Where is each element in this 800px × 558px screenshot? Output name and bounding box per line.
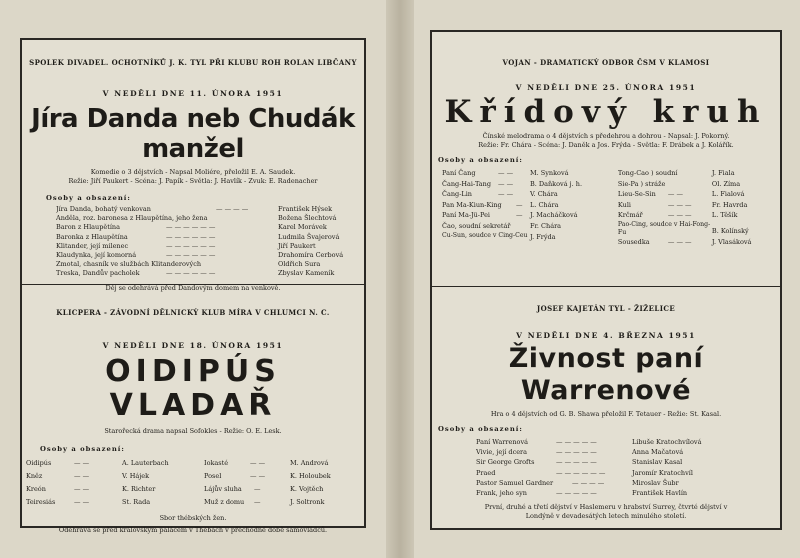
cast-list — [476, 437, 766, 498]
role: Sousedka — [617, 237, 650, 246]
play-oidipus — [22, 283, 364, 534]
actor: Jaromír Kratochvíl — [632, 468, 693, 477]
actor: Ludmila Švajerová — [278, 232, 340, 241]
role: Jíra Danda, bohatý venkovan — [56, 205, 151, 213]
role: Kuli — [617, 200, 631, 209]
cast-row: Baron z Hlaupětína — — — — — — Karel Morávek — [56, 223, 327, 232]
actor: K. Holoubek — [290, 472, 331, 480]
role: Čang-Lin — [442, 190, 472, 199]
role: Klitander, její milenec — [56, 241, 129, 250]
theatre-header: SPOLEK DIVADEL. OCHOTNÍKŮ J. K. TYL PŘI KLUBU ROH ROLAN LIBČANY — [29, 58, 357, 67]
role: Lájův sluha — [204, 485, 242, 493]
cast-row: Frank, jeho syn — — — — — František Havlín — [476, 489, 688, 498]
play-zivnost — [432, 288, 780, 528]
cast-row: Lájův sluha — K. Vojtěch — [204, 483, 364, 496]
cast-heading: Osoby a obsazení: — [46, 194, 131, 202]
role: Sir George Grofts — [476, 458, 535, 467]
actor: St. Rada — [122, 498, 151, 506]
cast-row: Paní Warrenová — — — — — Libuše Kratochvílová — [476, 438, 702, 446]
play-title: Křídový kruh — [444, 94, 768, 130]
role: Zmotal, chasník ve službách Klitanderových — [56, 260, 202, 269]
cast-row: Kreón — — K. Richter — [26, 483, 204, 496]
cast-row: Oidipús — — A. Lauterbach — [26, 457, 204, 470]
play-credits: Režie: Fr. Chára - Scéna: J. Daněk a Jos. Frýda - Světla: F. Drábek a J. Kolářík. — [478, 141, 734, 149]
section-divider — [432, 286, 780, 287]
role: Posel — [204, 472, 222, 480]
actor: K. Richter — [122, 485, 156, 493]
actor: J. Macháčková — [530, 211, 578, 220]
role: Pan Ma-Kiun-King — [442, 200, 502, 209]
cast-row — [618, 168, 780, 179]
cast-row: Muž z domu — J. Soltronk — [204, 496, 364, 509]
theatre-header: VOJAN - DRAMATICKÝ ODBOR ČSM V KLAMOSI — [502, 58, 710, 67]
cast-list — [56, 205, 346, 279]
actor: V. Hájek — [122, 472, 150, 480]
cast-row — [618, 221, 780, 237]
cast-row: Krčmář — — — L. Těšík — [617, 211, 738, 220]
actor: B. Kolínský — [711, 227, 749, 236]
cast-row: Sir George Grofts — — — — — Stanislav Kasal — [476, 458, 683, 467]
cast-row — [618, 179, 780, 190]
role: Čao, soudní sekretář — [442, 221, 511, 230]
cast-column-right — [204, 457, 364, 509]
role: Paní Čang — [442, 169, 476, 177]
role: Sie-Pa ) stráže — [617, 179, 666, 188]
actor: A. Lauterbach — [122, 459, 169, 467]
role: Frank, jeho syn — [476, 489, 527, 498]
cast-heading: Osoby a obsazení: — [438, 156, 523, 164]
cast-row — [56, 214, 346, 223]
cast-row: Teiresiás — — St. Rada — [26, 496, 204, 509]
actor: Ol. Zíma — [711, 179, 741, 188]
cast-heading: Osoby a obsazení: — [438, 425, 523, 433]
actor: Božena Šlechtová — [278, 214, 337, 223]
chorus-note: Sbor thébských žen. — [159, 514, 227, 522]
cast-row: Praed — — — — — — Jaromír Kratochvíl — [476, 468, 693, 477]
cast-heading: Osoby a obsazení: — [40, 445, 125, 453]
actor: Miroslav Šubr — [632, 478, 679, 487]
role: Paní Warrenová — [476, 438, 528, 446]
play-credits: Režie: Jiří Paukert - Scéna: J. Papík - Světla: J. Havlík - Zvuk: E. Radenacher — [68, 177, 318, 185]
setting-note: Děj se odehrává před Dandovým domem na venkově. — [105, 283, 281, 292]
cast-row: Čang-Hai-Tang — — B. Daňková j. h. — [442, 179, 583, 188]
actor: Drahomíra Cerbová — [278, 251, 344, 260]
actor: J. Soltronk — [290, 498, 325, 506]
cast-row: Vivie, její dcera — — — — — Anna Mačatová — [476, 448, 684, 457]
role: Iokasté — [204, 459, 229, 467]
setting-note: Odehrává se před královským palácem v Thébách v přechodné době samovládců. — [58, 526, 328, 534]
cast-list — [26, 457, 364, 509]
left-page-frame — [20, 38, 366, 534]
actor: Zbyslav Kameník — [278, 269, 335, 278]
cast-row: Čang-Lin — — V. Chára — [442, 190, 558, 199]
performance-date: V NEDĚLI DNE 25. ÚNORA 1951 — [515, 83, 697, 92]
role: Kněz — [26, 472, 43, 480]
actor: Fr. Chára — [530, 221, 562, 230]
section-divider — [22, 284, 364, 285]
role: Baron z Hlaupětína — [56, 223, 120, 232]
role: Praed — [476, 468, 496, 477]
role: Čang-Hai-Tang — [442, 179, 492, 188]
actor: J. Fiala — [711, 169, 735, 177]
role: Tong-Cao ) soudní — [617, 169, 678, 177]
role: Baronka z Hlaupětína — [56, 232, 128, 241]
role: Pastor Samuel Gardner — [476, 478, 554, 487]
right-page-frame — [430, 30, 782, 530]
cast-row: Sousedka — — — J. Vlasáková — [617, 237, 752, 246]
cast-row: Pastor Samuel Gardner — — — — Miroslav Šubr — [476, 478, 679, 487]
performance-date: V NEDĚLI DNE 4. BŘEZNA 1951 — [516, 331, 696, 340]
actor: Stanislav Kasal — [632, 458, 683, 467]
role: Anděla, roz. baronesa z Hlaupětína, jeho žena — [56, 214, 208, 223]
play-subtitle: Hra o 4 dějstvích od G. B. Shawa přeložil F. Tetauer - Režie: St. Kasal. — [490, 410, 722, 418]
actor: Anna Mačatová — [632, 448, 684, 457]
cast-column-left — [26, 457, 204, 509]
role: Oidipús — [26, 459, 52, 467]
actor: K. Vojtěch — [290, 485, 324, 493]
cast-row: Baronka z Hlaupětína — — — — — — Ludmila Švajerová — [56, 232, 340, 241]
cast-row: Jíra Danda, bohatý venkovan — — — — František Hýsek — [56, 205, 333, 213]
role: Kreón — [26, 485, 46, 493]
role: Krčmář — [617, 211, 643, 220]
performance-date: V NEDĚLI DNE 11. ÚNORA 1951 — [102, 89, 284, 98]
setting-note: První, druhé a třetí dějství v Haslemeru v hrabství Surrey, čtvrté dějství v Londýně v devadesátých letech minulého století. — [484, 503, 728, 521]
role: Treska, Dandův pacholek — [56, 269, 140, 278]
play-title: Živnost paní Warrenové — [508, 343, 704, 406]
actor: L. Fialová — [711, 190, 745, 199]
theatre-header: JOSEF KAJETÁN TYL - ŽIŽELICE — [536, 304, 676, 313]
actor: Karel Morávek — [278, 223, 327, 232]
cast-row — [442, 221, 618, 232]
cast-row: Iokasté — — M. Andrová — [204, 457, 364, 470]
cast-column-left — [442, 168, 618, 248]
play-title: Jíra Danda neb Chudák manžel — [31, 104, 355, 164]
role: Pao-Čing, soudce v Hai-Fong-Fu — [617, 220, 711, 236]
role: Klaudynka, její komorná — [56, 251, 137, 260]
cast-row: Pan Ma-Kiun-King — L. Chára — [442, 200, 559, 209]
cast-row: Kuli — — — Fr. Havrda — [617, 200, 748, 209]
play-subtitle: Starořecká drama napsal Sofokles - Režie: O. E. Lesk. — [104, 427, 282, 435]
actor: František Havlín — [632, 489, 688, 498]
actor: M. Synková — [530, 169, 569, 177]
actor: B. Daňková j. h. — [530, 179, 583, 188]
role: Ču-Šun, soudce v Čing-Čeu — [442, 231, 528, 239]
role: Paní Ma-Jü-Pei — [442, 211, 491, 220]
cast-row: Paní Ma-Jü-Pei — J. Macháčková — [442, 211, 578, 220]
cast-row: Kněz — — V. Hájek — [26, 470, 204, 483]
role: Teiresiás — [26, 498, 56, 506]
cast-row: Klaudynka, její komorná — — — — — — Drahomíra Cerbová — [56, 251, 344, 260]
actor: Fr. Havrda — [711, 200, 748, 209]
play-kridovy-kruh — [432, 32, 780, 282]
cast-row — [56, 260, 346, 269]
cast-row: Treska, Dandův pacholek — — — — — — Zbyslav Kameník — [56, 269, 335, 278]
theatre-header: KLICPERA - ZÁVODNÍ DĚLNICKÝ KLUB MÍRA V CHLUMCI N. C. — [56, 308, 330, 317]
actor: L. Chára — [530, 200, 559, 209]
cast-column-right — [618, 168, 780, 248]
cast-row: Klitander, její milenec — — — — — — Jiří Paukert — [56, 241, 316, 250]
cast-row: Paní Čang — — M. Synková — [442, 169, 569, 177]
play-jira-danda — [22, 40, 364, 292]
performance-date: V NEDĚLI DNE 18. ÚNORA 1951 — [102, 341, 284, 350]
actor: V. Chára — [530, 190, 558, 199]
play-subtitle: Čínské melodrama o 4 dějstvích s předehrou a dohrou - Napsal: J. Pokorný. — [482, 132, 730, 140]
actor: Oldřich Sura — [278, 260, 321, 269]
actor: Jiří Paukert — [278, 241, 316, 250]
actor: J. Vlasáková — [711, 237, 752, 246]
cast-list — [442, 168, 780, 248]
actor: J. Frýda — [530, 232, 556, 241]
cast-row: Posel — — K. Holoubek — [204, 470, 364, 483]
actor: L. Těšík — [711, 211, 738, 220]
play-subtitle: Komedie o 3 dějstvích - Napsal Moliére, přeložil E. A. Saudek. — [90, 168, 296, 176]
role: Vivie, její dcera — [476, 448, 528, 457]
play-title: OIDIPÚS VLADAŘ — [105, 354, 281, 423]
role: Muž z domu — [204, 498, 245, 506]
cast-row — [442, 232, 618, 243]
role: Lieu-Se-Sin — [617, 190, 656, 199]
actor: Libuše Kratochvílová — [632, 438, 702, 446]
actor: František Hýsek — [278, 205, 333, 213]
cast-row: Lieu-Se-Sin — — L. Fialová — [617, 190, 745, 199]
page-fold — [386, 0, 414, 558]
actor: M. Andrová — [290, 459, 329, 467]
